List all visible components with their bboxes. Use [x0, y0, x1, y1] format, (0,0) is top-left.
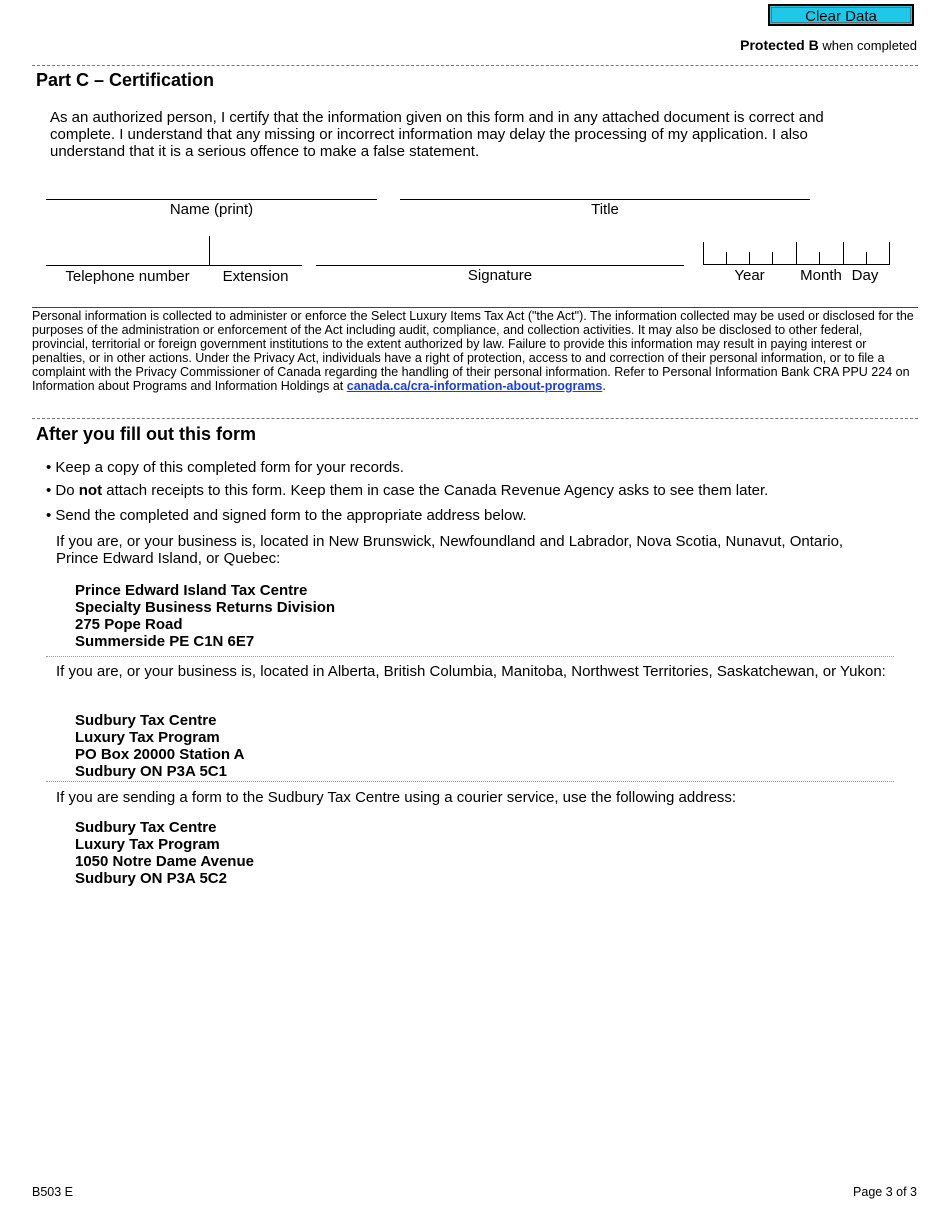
clear-data-button[interactable]: Clear Data	[768, 4, 914, 26]
address-line: Sudbury ON P3A 5C2	[75, 870, 227, 887]
day-label: Day	[851, 267, 879, 284]
form-id: B503 E	[32, 1185, 74, 1199]
date-tick	[819, 252, 820, 264]
date-tick	[726, 252, 727, 264]
address-line: Sudbury ON P3A 5C1	[75, 763, 227, 780]
name-field[interactable]	[46, 199, 377, 200]
address-line: Sudbury Tax Centre	[75, 712, 217, 729]
courier-address	[75, 819, 254, 887]
address-divider	[46, 656, 894, 657]
date-tick	[889, 242, 890, 264]
top-divider	[32, 65, 918, 66]
certification-statement: As an authorized person, I certify that the information given on this form and in any attached document is correct and complete. I understand that any missing or incorrect information may delay the processing of my application. I also understand that it is a serious offence to make a false statement.	[50, 109, 824, 160]
bullet-keep-copy: • Keep a copy of this completed form for your records.	[46, 459, 404, 476]
after-divider	[32, 418, 918, 419]
address-line: Summerside PE C1N 6E7	[75, 633, 255, 650]
protected-when-completed: when completed	[818, 38, 917, 53]
after-title: After you fill out this form	[36, 424, 256, 444]
protected-b-label: Protected B	[740, 37, 819, 53]
date-tick	[796, 242, 797, 264]
extension-label: Extension	[222, 268, 289, 285]
address-line: 1050 Notre Dame Avenue	[75, 853, 254, 870]
address-line: Luxury Tax Program	[75, 729, 220, 746]
telephone-field[interactable]	[46, 265, 209, 266]
bullet-receipts-not: not	[78, 482, 103, 499]
privacy-text: Personal information is collected to administer or enforce the Select Luxury Items Tax Act ("the Act"). The information collected may be used or disclosed for the purposes of the administration or enforcement of the Act including audit, compliance, and collection activities. It may also be disclosed to other federal, provincial, territorial or foreign government institutions to the extent authorized by law. Failure to provide this information may result in paying interest or penalties, or in other actions. Under the Privacy Act, individuals have a right of protection, access to and correction of their personal information, or to file a complaint with the Privacy Commissioner of Canada regarding the handling of their personal information. Refer to Personal Information Bank CRA PPU 224 on Information about Programs and Information Holdings at	[32, 309, 914, 393]
privacy-notice	[32, 309, 918, 393]
address-line: 275 Pope Road	[75, 616, 183, 633]
east-address	[75, 582, 335, 650]
bullet-send-form-text: Send the completed and signed form to the appropriate address below.	[55, 507, 527, 524]
bullet-receipts: • Do not attach receipts to this form. Keep them in case the Canada Revenue Agency asks to see them later.	[46, 482, 769, 499]
page-number: Page 3 of 3	[853, 1185, 917, 1199]
privacy-end: .	[602, 379, 606, 393]
courier-intro: If you are sending a form to the Sudbury Tax Centre using a courier service, use the following address:	[56, 789, 737, 806]
title-label: Title	[591, 201, 619, 218]
month-label: Month	[800, 267, 842, 284]
name-label: Name (print)	[169, 201, 254, 218]
address-line: Specialty Business Returns Division	[75, 599, 336, 616]
date-tick	[866, 252, 867, 264]
protected-status	[740, 37, 917, 53]
bullet-send-form: • Send the completed and signed form to the appropriate address below.	[46, 507, 527, 524]
west-address	[75, 712, 245, 780]
address-line: Luxury Tax Program	[75, 836, 220, 853]
date-tick	[843, 242, 844, 264]
address-line: Prince Edward Island Tax Centre	[75, 582, 308, 599]
east-intro: If you are, or your business is, located in New Brunswick, Newfoundland and Labrador, Nova Scotia, Nunavut, Ontario, Prince Edward Island, or Quebec:	[56, 533, 844, 567]
bullet-keep-copy-text: Keep a copy of this completed form for your records.	[55, 459, 404, 476]
date-tick	[772, 252, 773, 264]
part-c-title: Part C – Certification	[36, 70, 215, 90]
privacy-divider	[32, 307, 918, 308]
west-intro: If you are, or your business is, located in Alberta, British Columbia, Manitoba, Northwest Territories, Saskatchewan, or Yukon:	[56, 663, 886, 680]
address-line: Sudbury Tax Centre	[75, 819, 217, 836]
year-label: Year	[734, 267, 765, 284]
telephone-label: Telephone number	[65, 268, 190, 285]
date-baseline	[703, 264, 890, 265]
signature-label: Signature	[467, 267, 533, 284]
date-tick	[749, 252, 750, 264]
signature-field[interactable]	[316, 265, 684, 266]
date-tick	[703, 242, 704, 264]
privacy-link[interactable]: canada.ca/cra-information-about-programs	[346, 379, 603, 393]
telephone-separator	[209, 236, 210, 265]
bullet-receipts-post: attach receipts to this form. Keep them in case the Canada Revenue Agency asks to see them later.	[102, 482, 769, 499]
address-line: PO Box 20000 Station A	[75, 746, 245, 763]
bullet-receipts-pre: Do	[55, 482, 79, 499]
address-divider	[46, 781, 894, 782]
extension-field[interactable]	[209, 265, 302, 266]
title-field[interactable]	[400, 199, 810, 200]
